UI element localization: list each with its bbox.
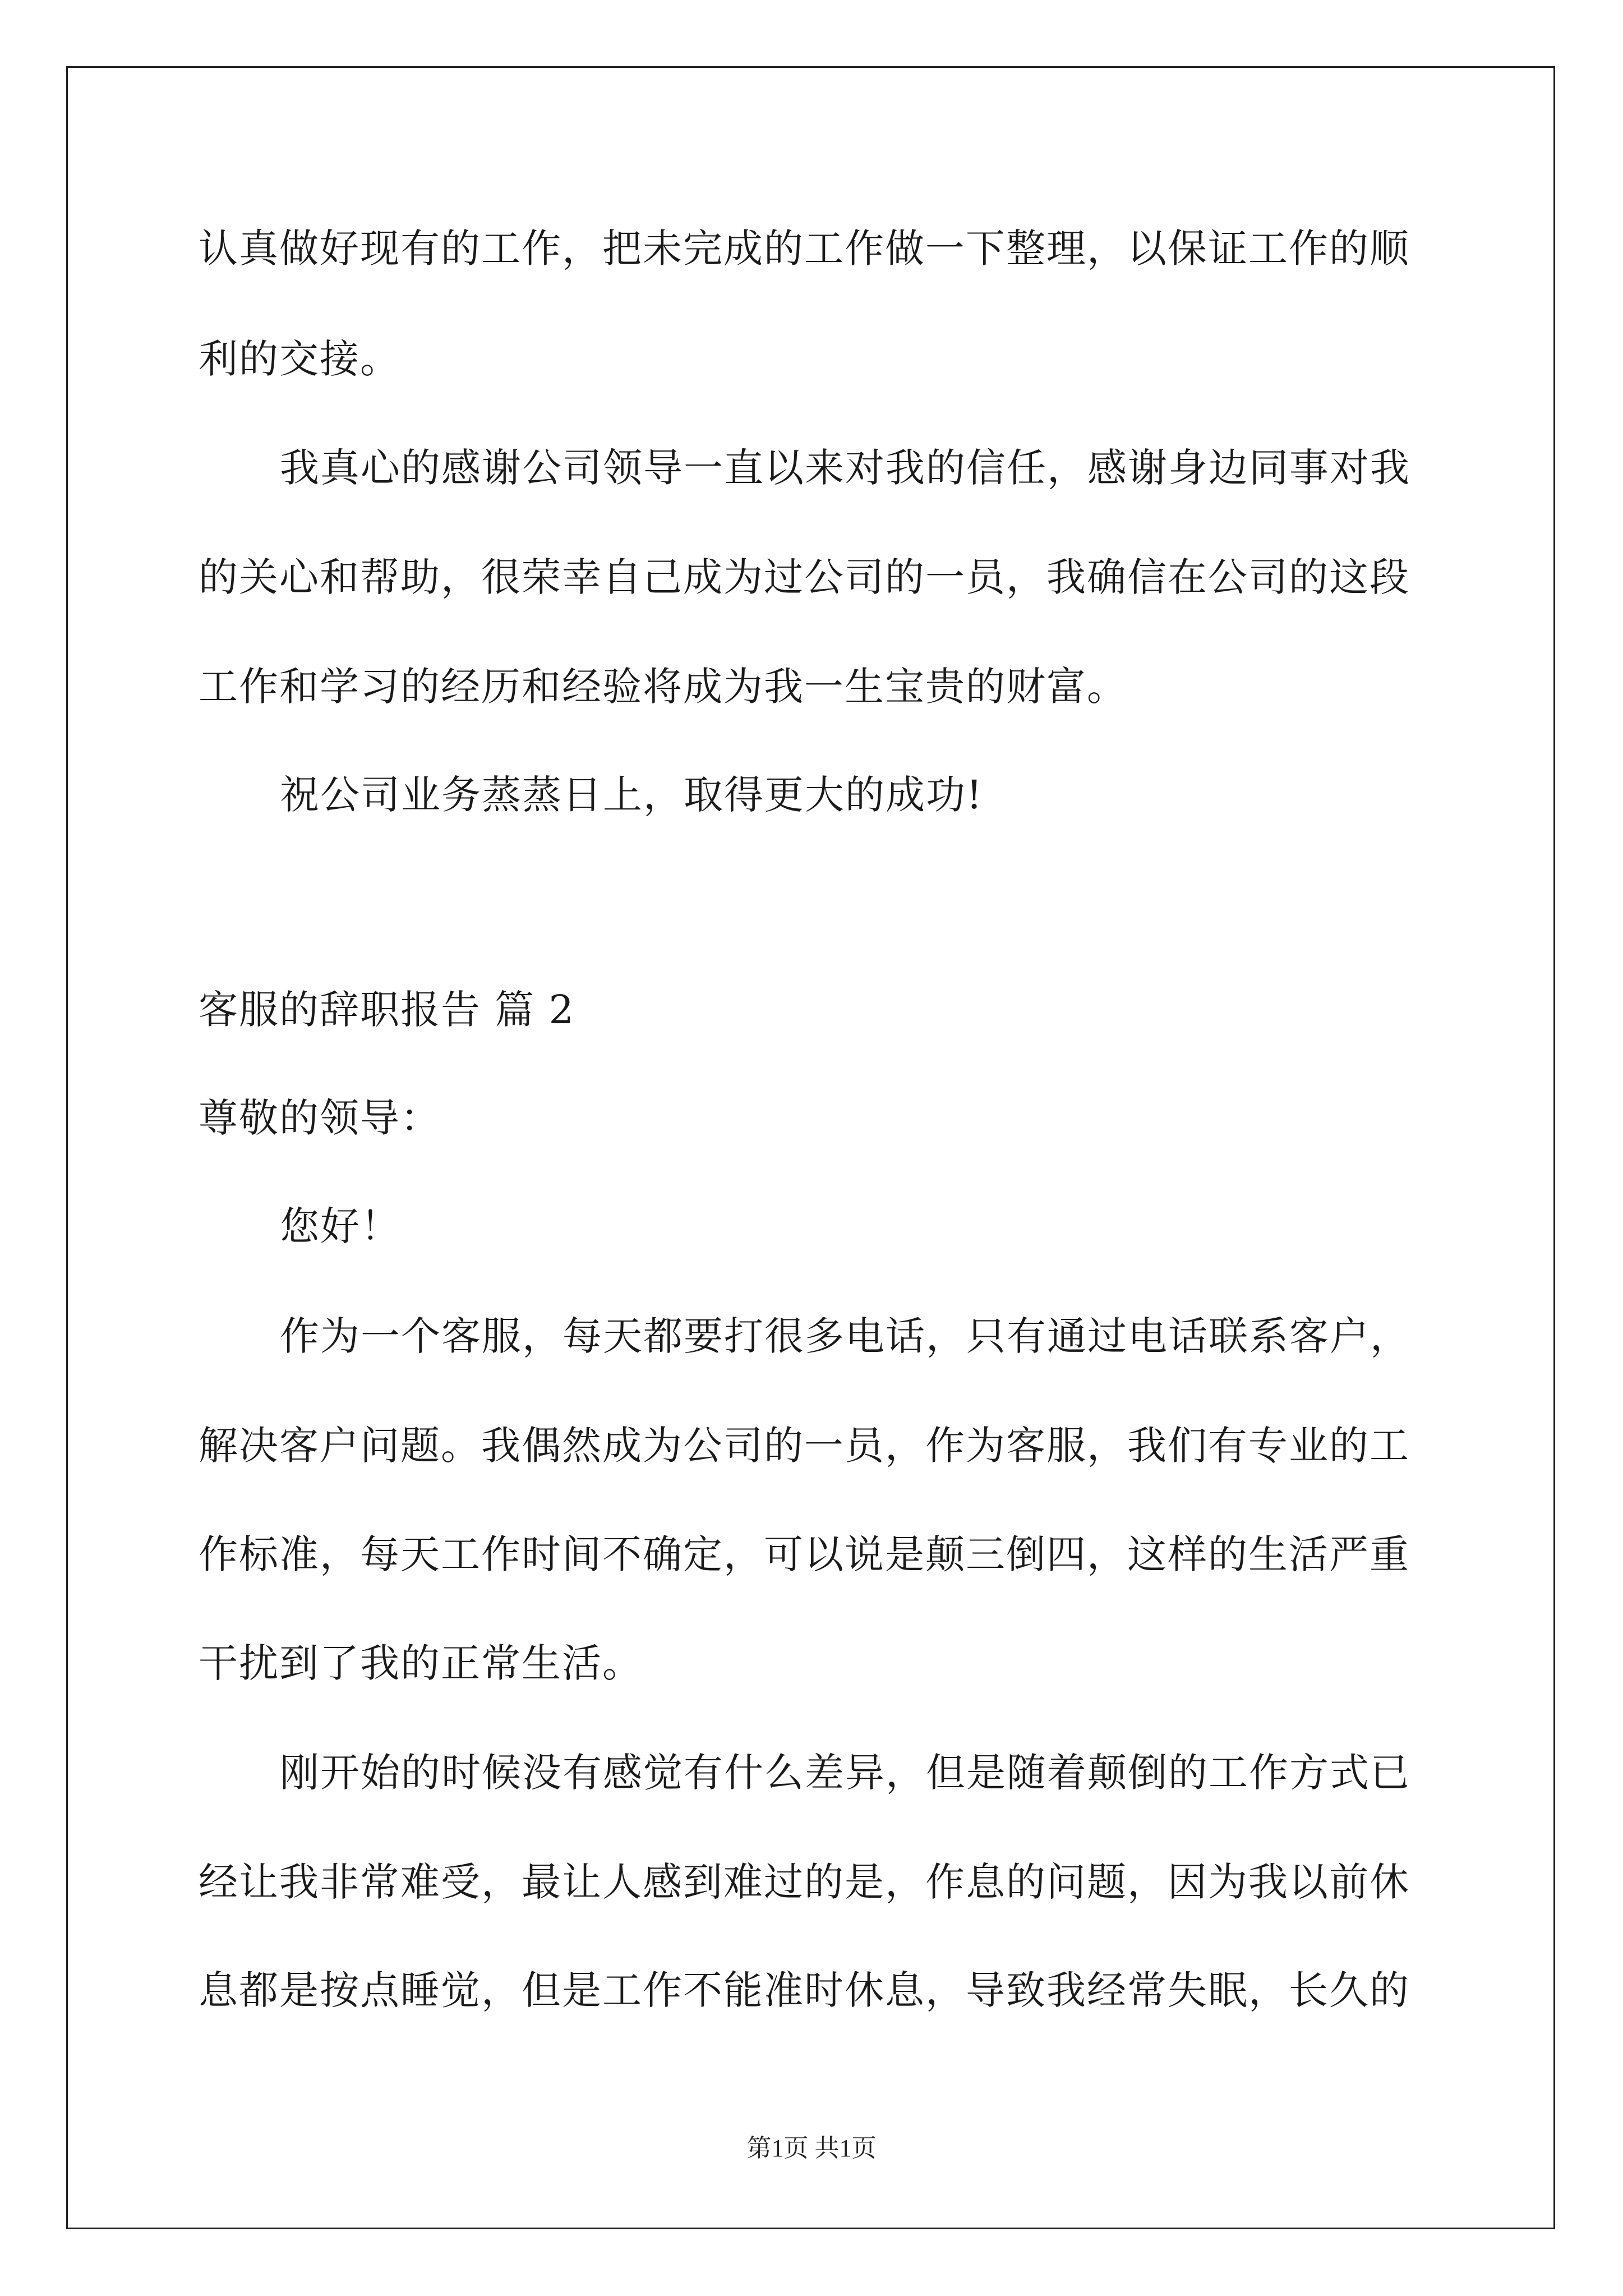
- paragraph-line: 的关心和帮助，很荣幸自己成为过公司的一员，我确信在公司的这段: [199, 554, 1410, 600]
- paragraph-line: 作标准，每天工作时间不确定，可以说是颠三倒四，这样的生活严重: [199, 1531, 1410, 1577]
- paragraph-line: 祝公司业务蒸蒸日上，取得更大的成功!: [280, 772, 984, 818]
- page-footer: 第1页 共1页: [746, 2134, 877, 2162]
- paragraph-line: 工作和学习的经历和经验将成为我一生宝贵的财富。: [199, 664, 1127, 710]
- paragraph-line: 经让我非常难受，最让人感到难过的是，作息的问题，因为我以前休: [199, 1859, 1410, 1905]
- paragraph-line: 刚开始的时候没有感觉有什么差异，但是随着颠倒的工作方式已: [280, 1750, 1410, 1796]
- paragraph-line: 我真心的感谢公司领导一直以来对我的信任，感谢身边同事对我: [280, 445, 1410, 491]
- salutation: 尊敬的领导：: [199, 1095, 441, 1141]
- section-title: 客服的辞职报告 篇 2: [199, 987, 575, 1033]
- paragraph-line: 利的交接。: [199, 336, 400, 382]
- paragraph-line: 干扰到了我的正常生活。: [199, 1640, 643, 1686]
- greeting: 您好！: [280, 1203, 401, 1249]
- paragraph-line: 认真做好现有的工作，把未完成的工作做一下整理，以保证工作的顺: [199, 226, 1410, 272]
- paragraph-line: 息都是按点睡觉，但是工作不能准时休息，导致我经常失眠，长久的: [199, 1967, 1410, 2013]
- paragraph-line: 解决客户问题。我偶然成为公司的一员，作为客服，我们有专业的工: [199, 1423, 1410, 1469]
- paragraph-line: 作为一个客服，每天都要打很多电话，只有通过电话联系客户，: [280, 1313, 1410, 1359]
